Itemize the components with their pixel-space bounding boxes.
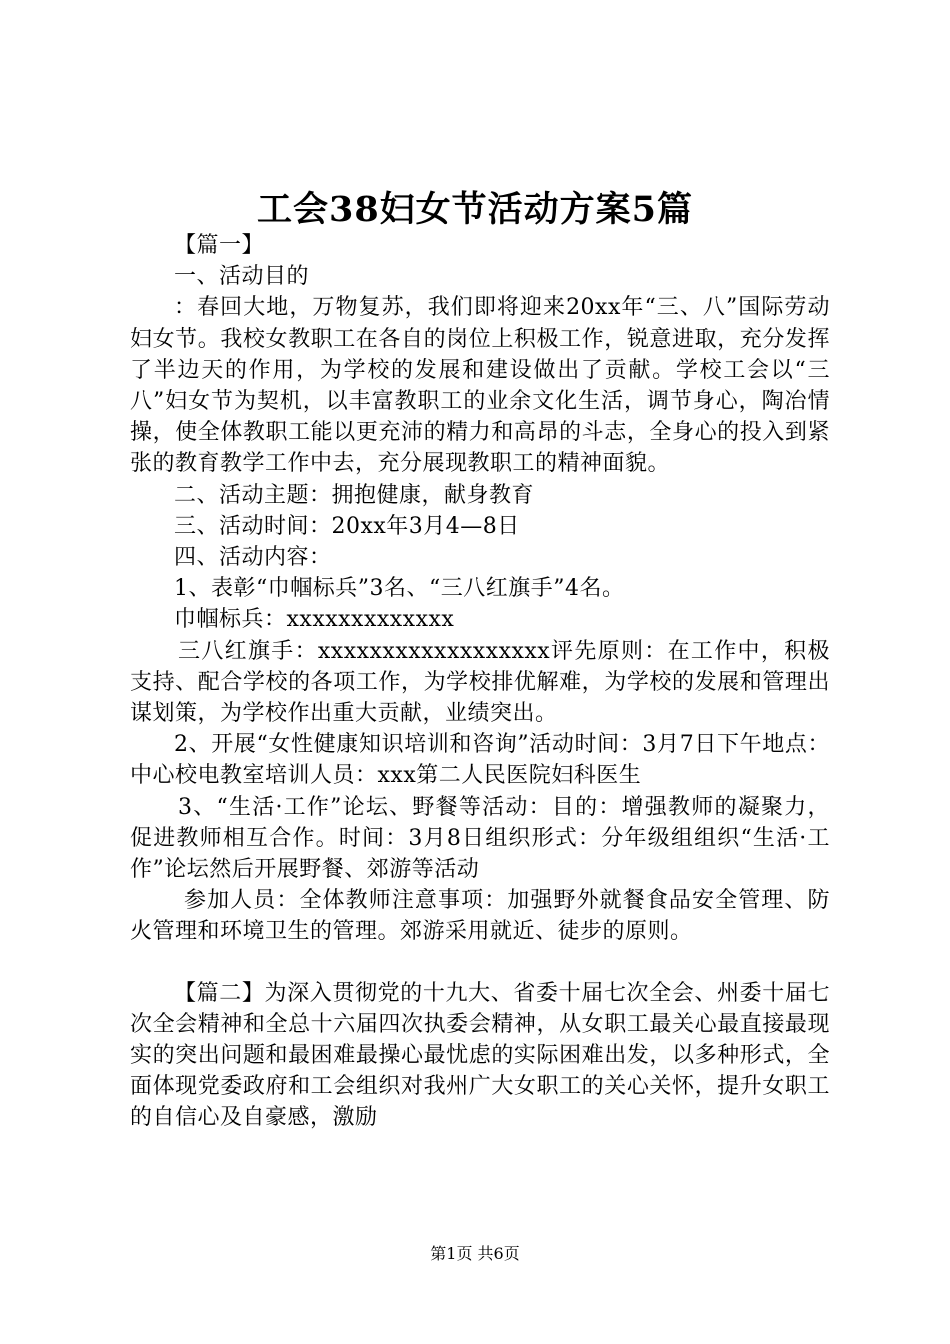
- document-title: 工会38妇女节活动方案5篇: [256, 189, 694, 230]
- item-2: 2、开展“女性健康知识培训和咨询”活动时间：3月7日下午地点：中心校电教室培训人员：xxx第二人民医院妇科医生: [130, 732, 830, 789]
- heading-theme: 二、活动主题：拥抱健康，献身教育: [174, 482, 535, 508]
- participants-notes: 参加人员：全体教师注意事项：加强野外就餐食品安全管理、防火管理和环境卫生的管理。郊游采用就近、徒步的原则。: [130, 888, 830, 945]
- section-2-intro: 【篇二】为深入贯彻党的十九大、省委十届七次全会、州委十届七次全会精神和全总十六届四次执委会精神，从女职工最关心最直接最现实的突出问题和最困难最操心最忧虑的实际困难出发，以多种形式，全面体现党委政府和工会组织对我州广大女职工的关心关怀，提升女职工的自信心及自豪感，激励: [130, 980, 830, 1131]
- item-1: 1、表彰“巾帼标兵”3名、“三八红旗手”4名。: [174, 576, 625, 602]
- page-footer: 第1页 共6页: [430, 1244, 520, 1263]
- model-list: 巾帼标兵：xxxxxxxxxxxxx: [174, 607, 455, 633]
- paragraph-purpose: ：春回大地，万物复苏，我们即将迎来20xx年“三、八”国际劳动妇女节。我校女教职工在各自的岗位上积极工作，锐意进取，充分发挥了半边天的作用，为学校的发展和建设做出了贡献。学校工会以“三八”妇女节为契机，以丰富教职工的业余文化生活，调节身心，陶冶情操，使全体教职工能以更充沛的精力和高昂的斗志，全身心的投入到紧张的教育教学工作中去，充分展现教职工的精神面貌。: [130, 295, 830, 477]
- heading-content: 四、活动内容：: [174, 545, 332, 571]
- heading-purpose: 一、活动目的: [174, 264, 310, 290]
- item-3: 3、“生活·工作”论坛、野餐等活动：目的：增强教师的凝聚力，促进教师相互合作。时间：3月8日组织形式：分年级组组织“生活·工作”论坛然后开展野餐、郊游等活动: [130, 794, 830, 883]
- section-heading-1: 【篇一】: [174, 233, 265, 258]
- paragraph-gap: [130, 948, 830, 978]
- heading-time: 三、活动时间：20xx年3月4—8日: [174, 513, 520, 539]
- document-body: [130, 230, 830, 1134]
- red-flag-list: 三八红旗手：xxxxxxxxxxxxxxxxxx评先原则：在工作中，积极支持、配合学校的各项工作，为学校排优解难，为学校的发展和管理出谋划策，为学校作出重大贡献，业绩突出。: [130, 638, 830, 727]
